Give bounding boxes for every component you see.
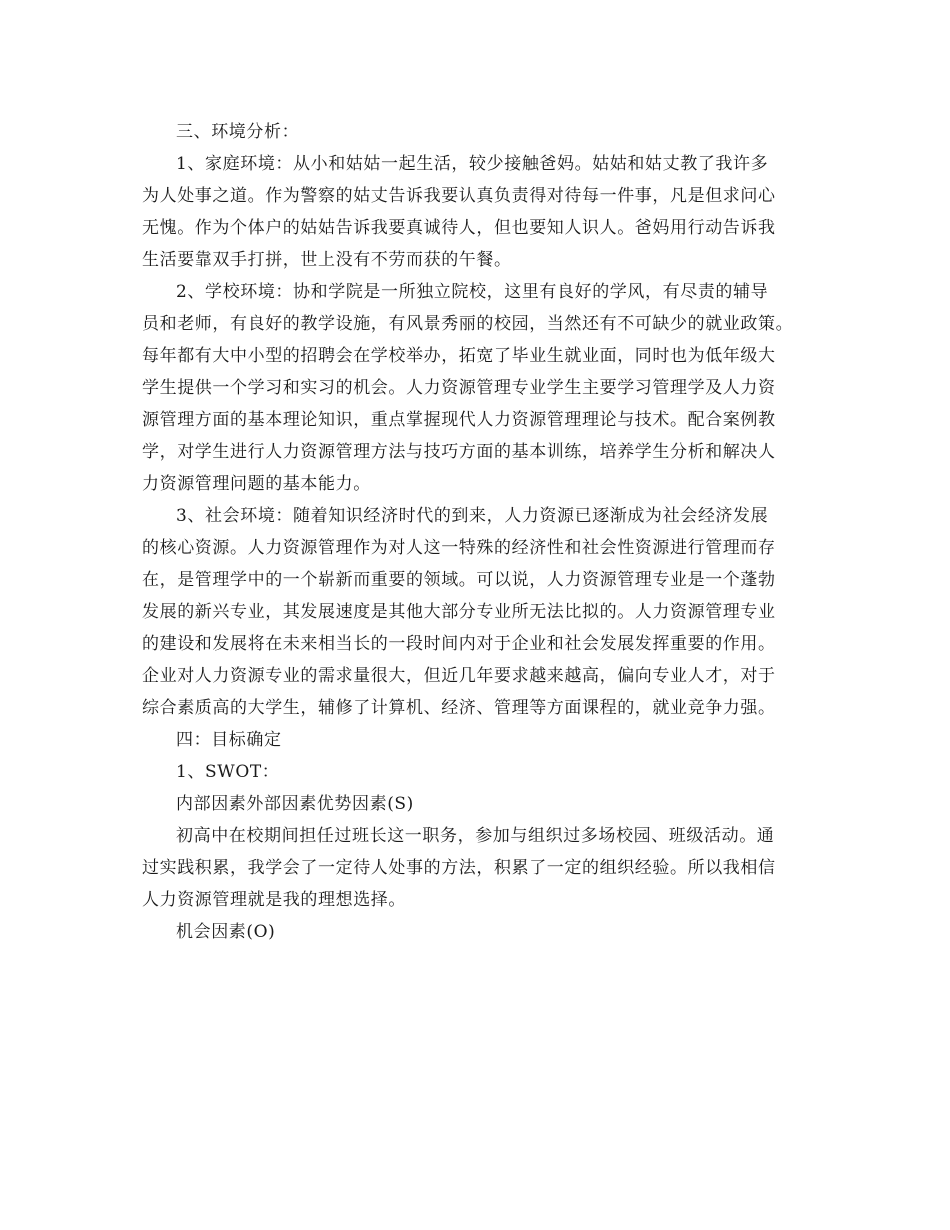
text-line: 四：目标确定 xyxy=(176,730,282,750)
text-line: 学生提供一个学习和实习的机会。人力资源管理专业学生主要学习管理学及人力资 xyxy=(142,378,776,398)
text-line: 生活要靠双手打拼，世上没有不劳而获的午餐。 xyxy=(142,250,512,270)
text-line: 的核心资源。人力资源管理作为对人这一特殊的经济性和社会性资源进行管理而存 xyxy=(142,538,776,558)
text-line: 综合素质高的大学生，辅修了计算机、经济、管理等方面课程的，就业竞争力强。 xyxy=(142,698,776,718)
text-line: 每年都有大中小型的招聘会在学校举办，拓宽了毕业生就业面，同时也为低年级大 xyxy=(142,346,776,366)
document-body xyxy=(142,116,814,948)
paragraph-strengths xyxy=(142,820,814,916)
text-line: 无愧。作为个体户的姑姑告诉我要真诚待人，但也要知人识人。爸妈用行动告诉我 xyxy=(142,218,776,238)
subheading-swot xyxy=(142,756,814,788)
text-line: 发展的新兴专业，其发展速度是其他大部分专业所无法比拟的。人力资源管理专业 xyxy=(142,602,776,622)
paragraph-social-environment xyxy=(142,500,814,724)
text-line: 员和老师，有良好的教学设施，有风景秀丽的校园，当然还有不可缺少的就业政策。 xyxy=(142,314,794,334)
text-line: 1、家庭环境：从小和姑姑一起生活，较少接触爸妈。姑姑和姑丈教了我许多 xyxy=(176,154,769,174)
text-line: 三、环境分析： xyxy=(176,122,300,142)
text-line: 源管理方面的基本理论知识，重点掌握现代人力资源管理理论与技术。配合案例教 xyxy=(142,410,776,430)
text-line: 的建设和发展将在未来相当长的一段时间内对于企业和社会发展发挥重要的作用。 xyxy=(142,634,776,654)
text-line: 为人处事之道。作为警察的姑丈告诉我要认真负责得对待每一件事，凡是但求问心 xyxy=(142,186,776,206)
text-line: 人力资源管理就是我的理想选择。 xyxy=(142,890,406,910)
paragraph-school-environment xyxy=(142,276,814,500)
text-line: 初高中在校期间担任过班长这一职务，参加与组织过多场校园、班级活动。通 xyxy=(176,826,775,846)
text-line: 内部因素外部因素优势因素(S) xyxy=(176,794,414,814)
text-line: 力资源管理问题的基本能力。 xyxy=(142,474,371,494)
text-line: 学，对学生进行人力资源管理方法与技巧方面的基本训练，培养学生分析和解决人 xyxy=(142,442,776,462)
subheading-strength-factors xyxy=(142,788,814,820)
section-heading-goal-setting xyxy=(142,724,814,756)
text-line: 在，是管理学中的一个崭新而重要的领域。可以说，人力资源管理专业是一个蓬勃 xyxy=(142,570,776,590)
text-line: 3、社会环境：随着知识经济时代的到来，人力资源已逐渐成为社会经济发展 xyxy=(176,506,769,526)
paragraph-family-environment xyxy=(142,148,814,276)
text-line: 过实践积累，我学会了一定待人处事的方法，积累了一定的组织经验。所以我相信 xyxy=(142,858,776,878)
text-line: 1、SWOT： xyxy=(176,762,280,782)
text-line: 2、学校环境：协和学院是一所独立院校，这里有良好的学风，有尽责的辅导 xyxy=(176,282,769,302)
section-heading-environment-analysis xyxy=(142,116,814,148)
subheading-opportunity-factors xyxy=(142,916,814,948)
text-line: 机会因素(O) xyxy=(176,922,276,942)
text-line: 企业对人力资源专业的需求量很大，但近几年要求越来越高，偏向专业人才，对于 xyxy=(142,666,776,686)
